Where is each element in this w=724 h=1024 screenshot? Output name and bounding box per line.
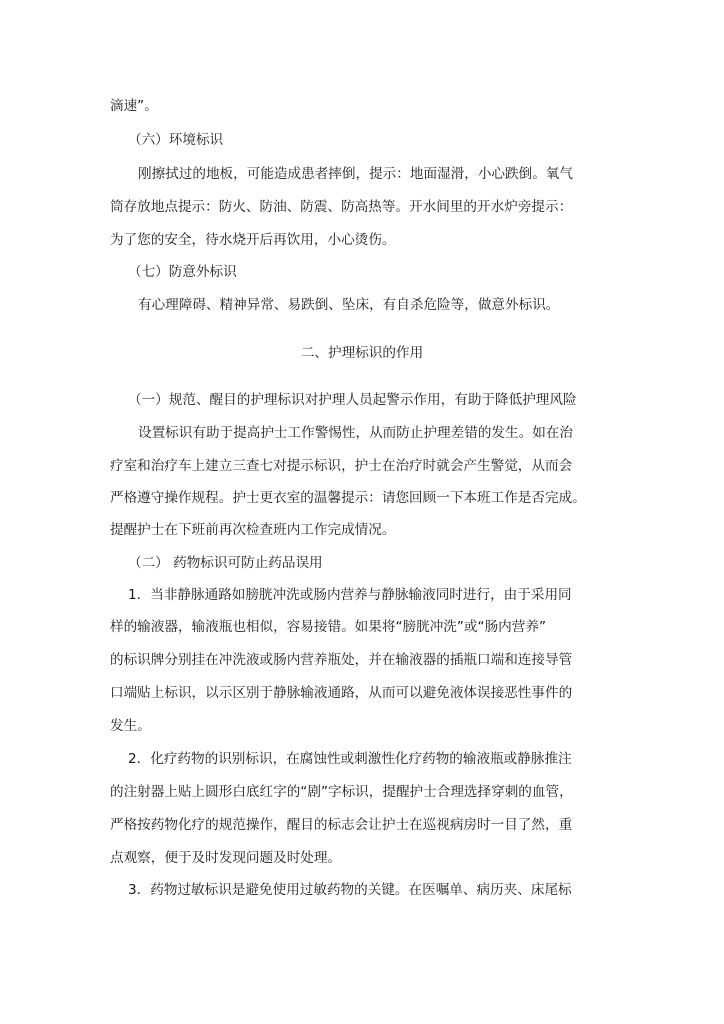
text-line-continuation: 滴速”。 — [110, 98, 158, 114]
paragraph-line: 设置标识有助于提高护士工作警惕性，从而防止护理差错的发生。如在治 — [138, 425, 573, 441]
numbered-item-2: 2．化疗药物的识别标识，在腐蚀性或刺激性化疗药物的输液瓶或静脉推注 — [128, 751, 572, 767]
paragraph-line: 提醒护士在下班前再次检查班内工作完成情况。 — [110, 522, 396, 538]
paragraph-line: 样的输液器，输液瓶也相似，容易接错。如果将“膀胱冲洗”或“肠内营养” — [110, 619, 546, 635]
section-heading: 二、护理标识的作用 — [300, 345, 424, 361]
paragraph-line: 疗室和治疗车上建立三查七对提示标识，护士在治疗时就会产生警觉，从而会 — [110, 458, 573, 474]
subheading-drug-label: （二） 药物标识可防止药品误用 — [128, 555, 323, 571]
paragraph-line: 的注射器上贴上圆形白底红字的“剧”字标识，提醒护士合理选择穿刺的血管， — [110, 784, 573, 800]
paragraph-line: 严格遵守操作规程。护士更衣室的温馨提示：请您回顾一下本班工作是否完成。 — [110, 490, 586, 506]
numbered-item-1: 1．当非静脉通路如膀胱冲洗或肠内营养与静脉输液同时进行，由于采用同 — [128, 587, 572, 603]
paragraph-line: 有心理障碍、精神异常、易跌倒、坠床，有自杀危险等，做意外标识。 — [138, 297, 560, 313]
paragraph-line: 刚擦拭过的地板，可能造成患者摔倒，提示：地面湿滑，小心跌倒。氧气 — [138, 166, 573, 182]
paragraph-line: 的标识牌分别挂在冲洗液或肠内营养瓶处，并在输液器的插瓶口端和连接导管 — [110, 652, 573, 668]
numbered-item-3: 3．药物过敏标识是避免使用过敏药物的关键。在医嘱单、病历夹、床尾标 — [128, 882, 572, 898]
paragraph-line: 严格按药物化疗的规范操作，醒目的标志会让护士在巡视病房时一目了然，重 — [110, 817, 573, 833]
paragraph-line: 筒存放地点提示：防火、防油、防震、防高热等。开水间里的开水炉旁提示： — [110, 199, 573, 215]
paragraph-line: 为了您的安全，待水烧开后再饮用，小心烫伤。 — [110, 232, 396, 248]
subheading-warning-role: （一）规范、醒目的护理标识对护理人员起警示作用，有助于降低护理风险 — [128, 392, 577, 408]
subheading-accident-label: （七）防意外标识 — [128, 264, 237, 280]
paragraph-line: 点观察，便于及时发现问题及时处理。 — [110, 850, 342, 866]
paragraph-line: 发生。 — [110, 718, 151, 734]
paragraph-line: 口端贴上标识，以示区别于静脉输液通路，从而可以避免液体误接恶性事件的 — [110, 685, 573, 701]
subheading-environment-label: （六）环境标识 — [128, 132, 224, 148]
